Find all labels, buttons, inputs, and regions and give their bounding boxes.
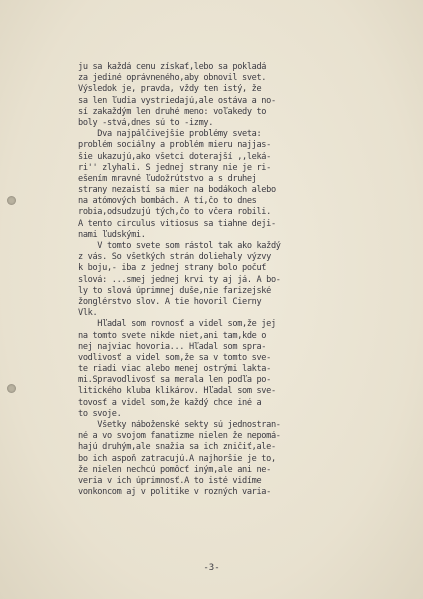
- text-line: nej najviac hovoria... Hľadal som spra-: [78, 341, 267, 352]
- text-line: V tomto svete som rástol tak ako každý: [78, 241, 281, 251]
- text-line: te riadi viac alebo menej ostrými lakta-: [78, 364, 271, 375]
- text-line: bo ich aspoň zatracujú.A najhoršie je to,: [78, 453, 276, 464]
- text-line: mi.Spravodlivosť sa merala len podľa po-: [78, 375, 271, 386]
- text-line: problém sociálny a problém mieru najjas-: [78, 140, 271, 151]
- text-line: boly -stvá,dnes sú to -izmy.: [78, 117, 214, 128]
- text-line: ešením mravné ľudožrútstvo a s druhej: [78, 173, 257, 184]
- text-line: ju sa každá cenu získať,lebo sa pokladá: [78, 62, 267, 72]
- punch-hole: [7, 196, 16, 205]
- text-line: strany nezaistí sa mier na bodákoch alebo: [78, 185, 276, 196]
- text-line: slová: ...smej jednej krvi ty aj já. A bo-: [78, 274, 281, 285]
- text-line: A tento circulus vitiosus sa tiahne deji-: [78, 218, 276, 229]
- text-line: na atómových bombách. A tí,čo to dnes: [78, 196, 257, 207]
- text-line: vonkoncom aj v politike v rozných varia-: [78, 487, 271, 498]
- text-line: hajú druhým,ale snažia sa ich zničiť,ale-: [78, 442, 276, 453]
- text-line: z vás. So všetkých strán doliehaly výzvy: [78, 252, 271, 263]
- text-line: ri'' zlyhali. S jednej strany nie je ri-: [78, 162, 271, 173]
- text-line: litického kluba klikárov. Hľadal som sve-: [78, 386, 276, 397]
- text-line: veria v ich úprimnosť.A to isté vidíme: [78, 475, 262, 486]
- text-line: vodlivosť a videl som,že sa v tomto sve-: [78, 352, 271, 363]
- page-number: -3-: [203, 563, 220, 573]
- text-line: šie ukazujú,ako všetci doterajší ,,leká-: [78, 151, 271, 162]
- text-line: na tomto svete nikde niet,ani tam,kde o: [78, 330, 267, 341]
- text-line: sa len ľudia vystriedajú,ale ostáva a no-: [78, 95, 276, 106]
- text-line: sí zakaždým len druhé meno: voľakedy to: [78, 106, 267, 117]
- text-line: Všetky náboženské sekty sú jednostran-: [78, 420, 281, 430]
- text-line: za jediné oprávneného,aby obnovil svet.: [78, 73, 267, 84]
- text-line: Dva najpálčivejšie problémy sveta:: [78, 129, 262, 140]
- text-line: že nielen nechcú pomôcť iným,ale ani ne-: [78, 464, 271, 475]
- text-line: to svoje.: [78, 408, 122, 419]
- text-line: nami ľudskými.: [78, 229, 146, 240]
- text-line: Vlk.: [78, 308, 98, 319]
- typewritten-body: [78, 62, 378, 498]
- text-line: né a vo svojom fanatizme nielen že nepomá-: [78, 431, 281, 442]
- text-line: Výsledok je, pravda, vždy ten istý, že: [78, 84, 262, 95]
- text-line: robia,odsudzujú tých,čo to včera robili.: [78, 207, 271, 218]
- punch-hole: [7, 384, 16, 393]
- text-line: ly to slová úprimnej duše,nie farizejské: [78, 285, 271, 296]
- text-line: žonglérstvo slov. A tie hovoril Čierny: [78, 296, 262, 307]
- text-line: Hľadal som rovnosť a videl som,že jej: [78, 319, 276, 330]
- text-line: tovosť a videl som,že každý chce iné a: [78, 397, 262, 408]
- text-line: k boju,- iba z jednej strany bolo počuť: [78, 263, 267, 274]
